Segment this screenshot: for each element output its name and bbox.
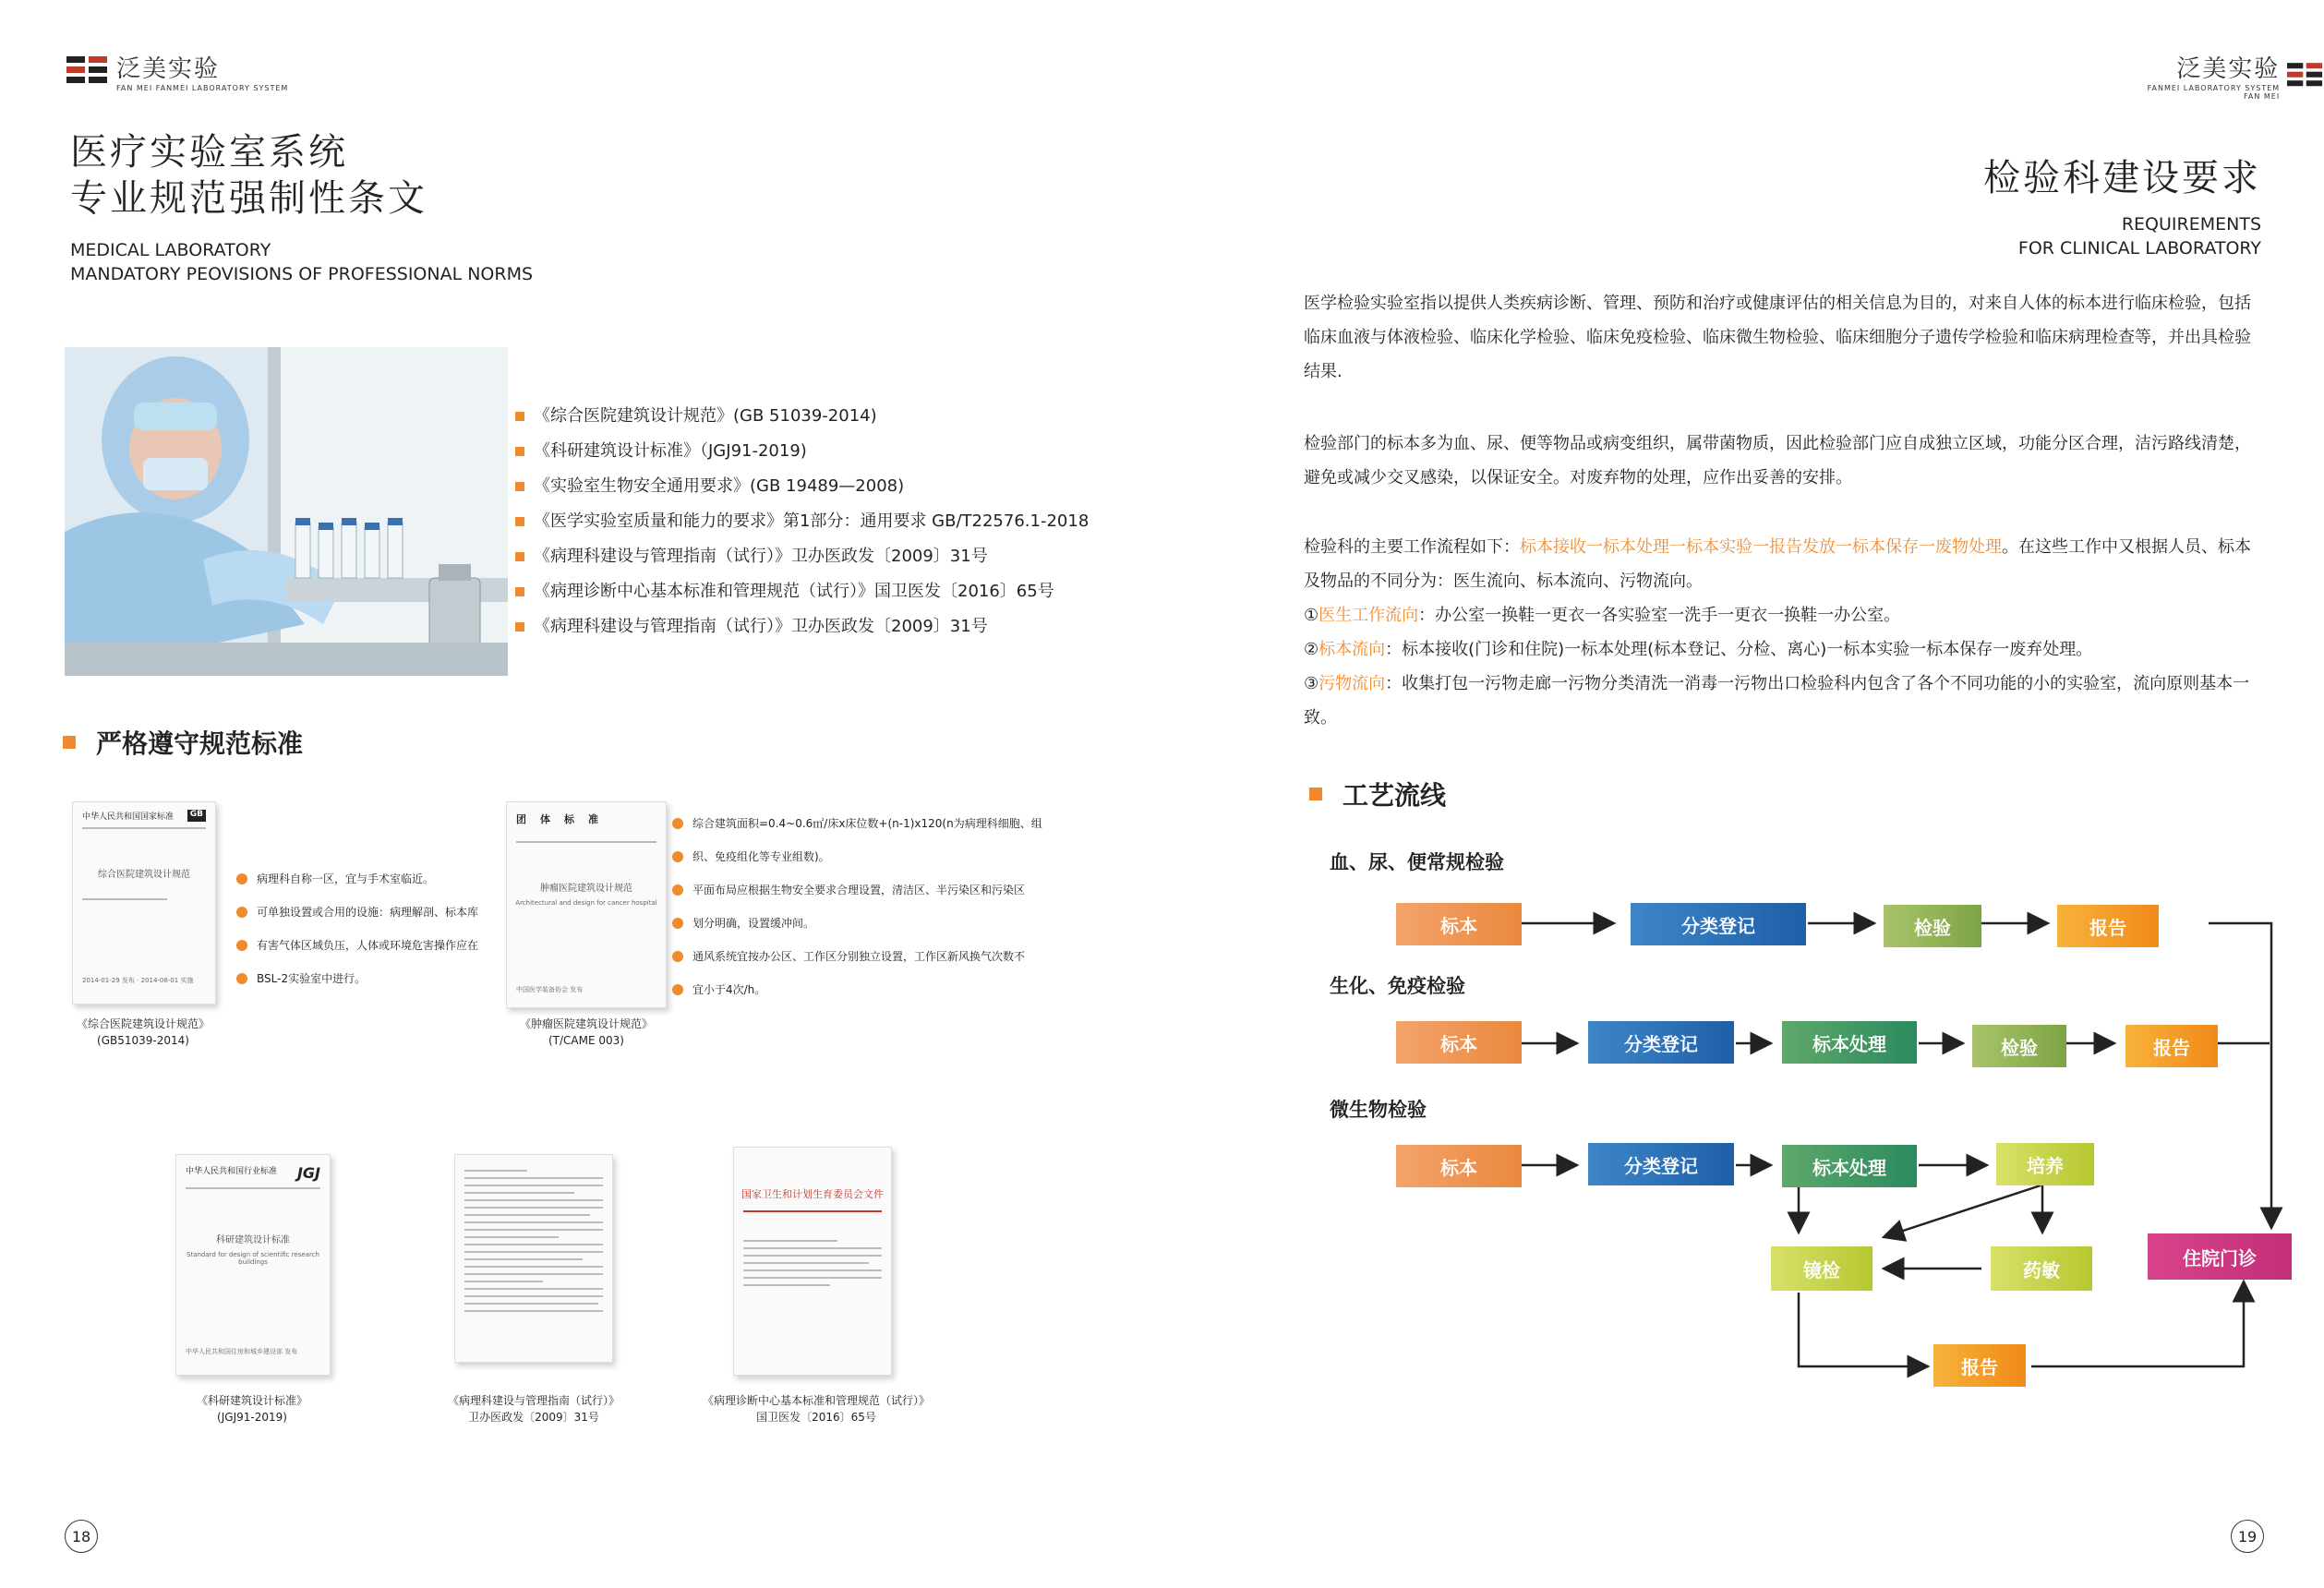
norm-item: 《病理科建设与管理指南（试行）》卫办医政发〔2009〕31号 bbox=[515, 609, 1125, 644]
logo-subtext: FANMEI LABORATORY SYSTEM FAN MEI bbox=[2147, 84, 2281, 101]
logo-subtext: FAN MEI FANMEI LABORATORY SYSTEM bbox=[116, 84, 289, 92]
flow3-microscope-box: 镜检 bbox=[1771, 1246, 1872, 1291]
page-title-line2: 专业规范强制性条文 bbox=[70, 177, 427, 220]
doc-caption-4: 《病理科建设与管理指南（试行）》 卫办医政发〔2009〕31号 bbox=[447, 1394, 620, 1424]
flow3-process-box: 标本处理 bbox=[1782, 1145, 1917, 1187]
logo-text: 泛美实验 bbox=[116, 55, 221, 83]
paragraph-3: 检验科的主要工作流程如下：标本接收一标本处理一标本实验一报告发放一标本保存一废物处理。在这些工作中又根据人员、标本及物品的不同分为：医生流向、标本流向、污物流向。 ①医生工作流向：办公室一换鞋一更衣一各实验室一洗手一更衣一换鞋一办公室。 ②标本流向：标本接收(门诊和住院)一标本处理(标本登记、分检、离心)一标本实验一标本保存一废弃处理。 ③污物流向：收集打包一污物走廊一污物分类清洗一消毒一污物出口检验科内包含了各个不同功能的小的实验室，流向原则基本一致。 bbox=[1304, 537, 2251, 728]
doc-caption-5: 《病理诊断中心基本标准和管理规范（试行）》 国卫医发〔2016〕65号 bbox=[702, 1394, 930, 1424]
flow2-specimen-box: 标本 bbox=[1396, 1021, 1522, 1064]
point-item: 平面布局应根据生物安全要求合理设置，清洁区、半污染区和污染区 bbox=[672, 873, 1051, 907]
flow2-report-box: 报告 bbox=[2125, 1025, 2218, 1067]
flow3-sensitivity-box: 药敏 bbox=[1991, 1246, 2092, 1291]
norm-item: 《医学实验室质量和能力的要求》第1部分：通用要求 GB/T22576.1-2018 bbox=[515, 504, 1125, 539]
flow1-report-box: 报告 bbox=[2057, 905, 2159, 947]
point-item: 可单独设置或合用的设施：病理解剖、标本库 bbox=[236, 896, 513, 929]
flow3-report-box: 报告 bbox=[1933, 1344, 2026, 1387]
point-item: 病理科自称一区，宜与手术室临近。 bbox=[236, 862, 513, 896]
doc-cover-2: 团 体 标 准 肿瘤医院建筑设计规范 Architectural and design for cancer hospital 中国医学装备协会 发布 bbox=[506, 801, 667, 1008]
point-item: 织、免疫组化等专业组数)。 bbox=[672, 840, 1051, 873]
flow1-specimen-box: 标本 bbox=[1396, 903, 1522, 945]
doc-caption-3: 《科研建筑设计标准》 (JGJ91-2019) bbox=[196, 1394, 307, 1424]
inpatient-box: 住院门诊 bbox=[2148, 1233, 2292, 1280]
norm-item: 《实验室生物安全通用要求》(GB 19489—2008) bbox=[515, 469, 1125, 504]
norm-item: 《病理诊断中心基本标准和管理规范（试行）》国卫医发〔2016〕65号 bbox=[515, 574, 1125, 609]
page-title: 检验科建设要求 bbox=[1983, 157, 2261, 199]
page-number-right: 19 bbox=[2231, 1520, 2264, 1553]
norm-item: 《病理科建设与管理指南（试行）》卫办医政发〔2009〕31号 bbox=[515, 539, 1125, 574]
flow3-register-box: 分类登记 bbox=[1588, 1143, 1734, 1185]
doc-cover-5: 国家卫生和计划生育委员会文件 bbox=[733, 1147, 892, 1376]
point-item: 宜小于4次/h。 bbox=[672, 973, 1051, 1006]
point-item: 综合建筑面积=0.4~0.6㎡/床x床位数+(n-1)x120(n为病理科细胞、组 bbox=[672, 807, 1051, 840]
point-item: 有害气体区域负压，人体或环境危害操作应在 bbox=[236, 929, 513, 962]
flow1-label: 血、尿、便常规检验 bbox=[1330, 851, 1504, 873]
flow3-specimen-box: 标本 bbox=[1396, 1145, 1522, 1187]
flow2-inspect-box: 检验 bbox=[1972, 1025, 2066, 1067]
logo-text: 泛美实验 bbox=[2176, 55, 2281, 83]
en-title-line2: FOR CLINICAL LABORATORY bbox=[2017, 238, 2261, 259]
point-item: 通风系统宜按办公区、工作区分别独立设置，工作区新风换气次数不 bbox=[672, 940, 1051, 973]
en-title-line2: MANDATORY PEOVISIONS OF PROFESSIONAL NORMS bbox=[70, 264, 534, 284]
en-title-line1: MEDICAL LABORATORY bbox=[70, 240, 271, 260]
flow2-label: 生化、免疫检验 bbox=[1330, 975, 1465, 997]
norm-item: 《综合医院建筑设计规范》(GB 51039-2014) bbox=[515, 399, 1125, 434]
section-title: 工艺流线 bbox=[1343, 780, 1447, 811]
paragraph-2: 检验部门的标本多为血、尿、便等物品或病变组织，属带菌物质，因此检验部门应自成独立区域，功能分区合理，洁污路线清楚，避免或减少交叉感染，以保证安全。对废弃物的处理，应作出妥善的安排。 bbox=[1304, 434, 2251, 487]
flow3-label: 微生物检验 bbox=[1330, 1099, 1427, 1121]
flow1-inspect-box: 检验 bbox=[1884, 905, 1981, 947]
page-number-left: 18 bbox=[65, 1520, 98, 1553]
doc-caption-2: 《肿瘤医院建筑设计规范》 (T/CAME 003) bbox=[519, 1017, 653, 1047]
point-item: BSL-2实验室中进行。 bbox=[236, 962, 513, 995]
flow3-culture-box: 培养 bbox=[1996, 1143, 2094, 1185]
page-title-line1: 医疗实验室系统 bbox=[70, 131, 348, 174]
flow1-register-box: 分类登记 bbox=[1631, 903, 1806, 945]
doc-cover-3: 中华人民共和国行业标准 JGJ 科研建筑设计标准 Standard for design of scientific research buildings 中华人民共和国住房和城乡建设部 发布 bbox=[175, 1154, 331, 1376]
en-title-line1: REQUIREMENTS bbox=[2121, 214, 2261, 235]
flow2-process-box: 标本处理 bbox=[1782, 1021, 1917, 1064]
flow2-register-box: 分类登记 bbox=[1588, 1021, 1734, 1064]
doc-cover-1: 中华人民共和国国家标准 GB 综合医院建筑设计规范 2014-01-29 发布 · 2014-08-01 实施 bbox=[72, 801, 216, 1005]
section-title: 严格遵守规范标准 bbox=[96, 728, 304, 759]
doc-caption-1: 《综合医院建筑设计规范》 (GB51039-2014) bbox=[76, 1017, 210, 1047]
norm-item: 《科研建筑设计标准》（JGJ91-2019) bbox=[515, 434, 1125, 469]
point-item: 划分明确，设置缓冲间。 bbox=[672, 907, 1051, 940]
paragraph-1: 医学检验实验室指以提供人类疾病诊断、管理、预防和治疗或健康评估的相关信息为目的，对来自人体的标本进行临床检验，包括临床血液与体液检验、临床化学检验、临床免疫检验、临床微生物检验、临床细胞分子遗传学检验和临床病理检查等，并出具检验结果. bbox=[1304, 294, 2251, 381]
